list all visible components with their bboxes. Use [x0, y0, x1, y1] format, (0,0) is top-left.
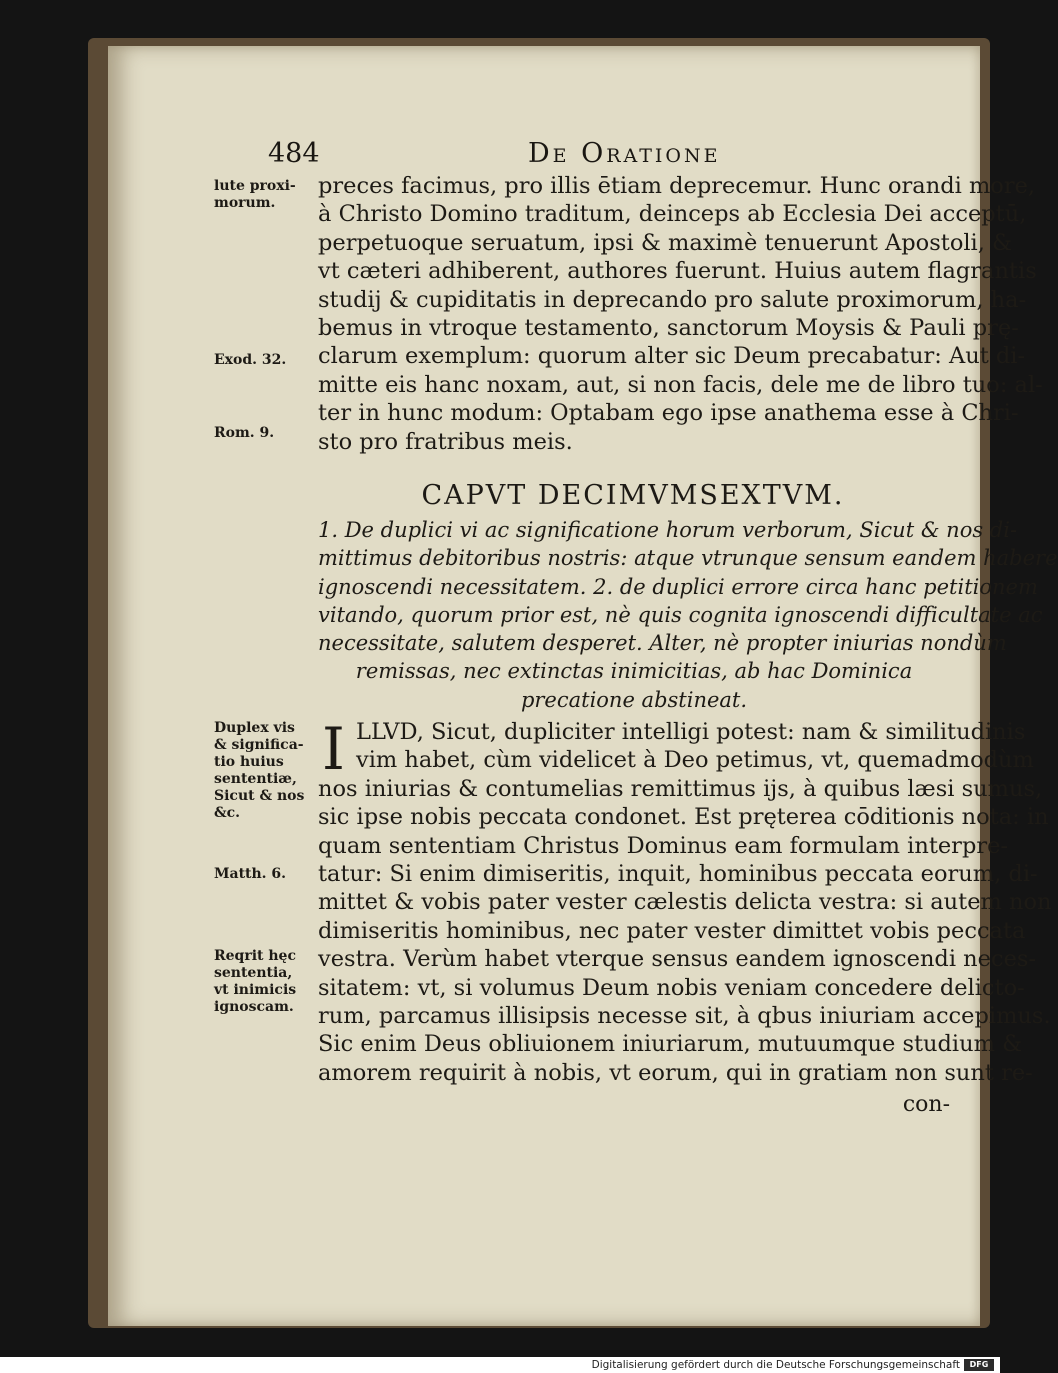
marginal-line: sententia,	[214, 965, 293, 981]
marginal-line: Reqrit hęc	[214, 948, 296, 964]
catchword: con-	[902, 1092, 950, 1117]
marginal-line: Sicut & nos	[214, 788, 305, 804]
running-title: De Oratione	[528, 138, 721, 169]
text-line: vestra. Verùm habet vterque sensus eandem ignoscendi neces-	[318, 946, 1037, 973]
marginal-line: Matth. 6.	[214, 866, 287, 882]
text-line: rum, parcamus illisipsis necesse sit, à qbus iniuriam accepimus.	[318, 1002, 1051, 1029]
marginal-line: vt inimicis	[214, 982, 297, 998]
text-line: LLVD, Sicut, dupliciter intelligi potest: nam & similitudinis	[356, 719, 1026, 745]
text-line: perpetuoque seruatum, ipsi & maximè tenuerunt Apostoli, &	[318, 229, 1013, 256]
text-line: vim habet, cùm videlicet à Deo petimus, vt, quemadmodùm	[356, 747, 1034, 774]
text-line: tatur: Si enim dimiseritis, inquit, hominibus peccata eorum, di-	[318, 860, 1038, 887]
text-line: Sic enim Deus obliuionem iniuriarum, mutuumque studium &	[318, 1031, 1023, 1058]
summary-line: 1. De duplici vi ac significatione horum verborum, Sicut & nos di-	[318, 518, 1018, 542]
text-line: sto pro fratribus meis.	[318, 428, 573, 455]
text-line: preces facimus, pro illis ētiam deprecemur. Hunc orandi more,	[318, 173, 1036, 199]
top-paragraph	[318, 172, 1043, 456]
chapter-summary	[318, 516, 1058, 714]
summary-line: remissas, nec extinctas inimicitias, ab hac Dominica	[355, 659, 913, 684]
marginal-line: & significa-	[214, 737, 304, 753]
drop-cap-initial: I	[322, 715, 345, 783]
marginal-note	[214, 948, 314, 1016]
text-line: à Christo Domino traditum, deinceps ab Ecclesia Dei acceptū,	[318, 201, 1027, 228]
funding-credit: Digitalisierung gefördert durch die Deutsche Forschungsgemeinschaft	[591, 1359, 960, 1371]
marginal-line: sententiæ,	[214, 771, 297, 787]
text-line: mitte eis hanc noxam, aut, si non facis, dele me de libro tuo: al-	[318, 371, 1043, 398]
summary-line: necessitate, salutem desperet. Alter, nè propter iniurias nondùm	[318, 631, 1007, 656]
marginal-line: Exod. 32.	[214, 352, 287, 368]
marginal-line: lute proxi-	[214, 178, 296, 194]
marginal-note	[214, 425, 314, 442]
marginal-note	[214, 866, 314, 883]
marginal-line: tio huius	[214, 754, 284, 770]
marginal-line: Rom. 9.	[214, 425, 275, 441]
marginal-line: Duplex vis	[214, 720, 295, 736]
page-number: 484	[268, 138, 320, 169]
text-line: mittet & vobis pater vester cælestis delicta vestra: si autem non	[318, 889, 1052, 916]
text-line: studij & cupiditatis in deprecando pro salute proximorum, ha-	[318, 286, 1027, 313]
text-line: quam sententiam Christus Dominus eam formulam interpre-	[318, 832, 1009, 859]
main-paragraph	[318, 715, 1052, 1087]
summary-line: vitando, quorum prior est, nè quis cognita ignoscendi difficultate ac	[318, 602, 1043, 627]
text-line: clarum exemplum: quorum alter sic Deum precabatur: Aut di-	[318, 343, 1026, 370]
text-line: nos iniurias & contumelias remittimus ijs, à quibus læsi sumus,	[318, 775, 1043, 802]
summary-line: mittimus debitoribus nostris: atque vtrunque sensum eandem habere	[318, 546, 1058, 571]
page-header	[260, 134, 960, 174]
marginal-note	[214, 720, 314, 822]
text-line: vt cæteri adhiberent, authores fuerunt. Huius autem flagrantis	[318, 258, 1037, 285]
dfg-logo-icon: DFG	[964, 1359, 994, 1371]
text-line: dimiseritis hominibus, nec pater vester dimittet vobis peccata	[318, 917, 1026, 944]
text-line: ter in hunc modum: Optabam ego ipse anathema esse à Chri-	[318, 400, 1019, 427]
summary-line: ignoscendi necessitatem. 2. de duplici errore circa hanc petitionem	[318, 574, 1038, 599]
marginal-line: ignoscam.	[214, 999, 294, 1015]
marginal-line: morum.	[214, 195, 276, 211]
marginal-note	[214, 352, 314, 369]
summary-line: precatione abstineat.	[520, 687, 748, 712]
text-line: sic ipse nobis peccata condonet. Est pręterea cōditionis nota: in	[318, 804, 1049, 831]
text-line: bemus in vtroque testamento, sanctorum Moysis & Pauli prę-	[318, 314, 1019, 341]
chapter-heading: CAPVT DECIMVMSEXTVM.	[421, 480, 845, 511]
text-line: sitatem: vt, si volumus Deum nobis veniam concedere delicto-	[318, 974, 1025, 1001]
text-line: amorem requirit à nobis, vt eorum, qui in gratiam non sunt re-	[318, 1059, 1033, 1086]
marginal-note	[214, 178, 314, 212]
marginal-line: &c.	[214, 805, 241, 821]
